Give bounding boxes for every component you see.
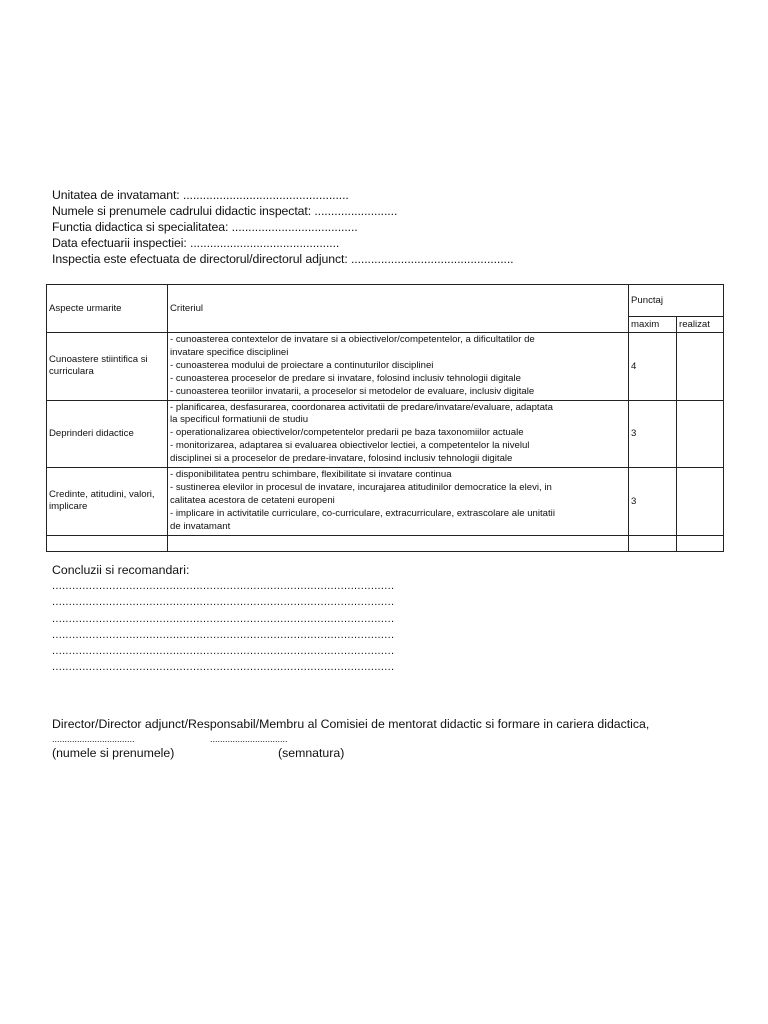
criteria-line: - cunoasterea teoriilor invatarii, a proceselor si metodelor de evaluare, inclusiv digitale bbox=[170, 385, 535, 397]
signature-section bbox=[52, 716, 742, 762]
name-dots[interactable]: ................................. bbox=[52, 734, 135, 744]
header-criteria: Criteriul bbox=[168, 285, 629, 333]
criteria-line: - monitorizarea, adaptarea si evaluarea obiectivelor lectiei, a competentelor la nivelul bbox=[170, 440, 530, 452]
table-row bbox=[47, 468, 724, 536]
criteria-cell bbox=[168, 468, 629, 536]
criteria-line: la specificul formatiunii de studiu bbox=[170, 414, 309, 426]
criteria-line: - sustinerea elevilor in procesul de invatare, incurajarea atitudinilor democratice la elevi, in bbox=[170, 481, 552, 493]
empty-cell bbox=[47, 535, 168, 551]
inspection-date-field: Data efectuarii inspectiei: ............................................. bbox=[52, 236, 340, 250]
max-points-cell: 4 bbox=[629, 333, 677, 401]
position-specialty-field: Functia didactica si specialitatea: ...................................... bbox=[52, 220, 358, 234]
criteria-line: - implicare in activitatile curriculare, co-curriculare, extracurriculare, extrascolare ale unitatii bbox=[170, 507, 555, 519]
conclusions-line[interactable]: ...................................................................................................... bbox=[52, 645, 395, 658]
header-points: Punctaj bbox=[629, 285, 724, 317]
conclusions-line[interactable]: ...................................................................................................... bbox=[52, 612, 395, 625]
inspection-header-fields bbox=[52, 187, 732, 267]
table-row bbox=[47, 333, 724, 401]
criteria-line: - cunoasterea proceselor de predare si invatare, folosind inclusiv tehnologii digitale bbox=[170, 372, 521, 384]
max-points-cell: 3 bbox=[629, 468, 677, 536]
max-points-cell: 3 bbox=[629, 400, 677, 468]
signatory-role: Director/Director adjunct/Responsabil/Membru al Comisiei de mentorat didactic si formare in cariera didactica, bbox=[52, 717, 650, 731]
conclusions-line[interactable]: ...................................................................................................... bbox=[52, 628, 395, 641]
criteria-cell bbox=[168, 400, 629, 468]
aspect-cell: Cunoastere stiintifica si curriculara bbox=[47, 333, 168, 401]
criteria-line: invatare specifice disciplinei bbox=[170, 346, 289, 358]
empty-cell bbox=[168, 535, 629, 551]
conclusions-line[interactable]: ...................................................................................................... bbox=[52, 661, 395, 674]
conclusions-line[interactable]: ...................................................................................................... bbox=[52, 596, 395, 609]
signature-labels-row bbox=[52, 746, 742, 762]
criteria-cell bbox=[168, 333, 629, 401]
school-unit-field: Unitatea de invatamant: .................................................. bbox=[52, 188, 349, 202]
achieved-points-cell[interactable] bbox=[677, 400, 724, 468]
achieved-points-cell[interactable] bbox=[677, 333, 724, 401]
signature-dots-row bbox=[52, 732, 742, 746]
criteria-line: - cunoasterea contextelor de invatare si a obiectivelor/competentelor, a dificultatilor de bbox=[170, 334, 535, 345]
teacher-name-field: Numele si prenumele cadrului didactic inspectat: ......................... bbox=[52, 204, 398, 218]
conclusions-section bbox=[52, 562, 472, 676]
table-header-row bbox=[47, 285, 724, 317]
header-aspect: Aspecte urmarite bbox=[47, 285, 168, 333]
sign-dots[interactable]: ............................... bbox=[210, 734, 288, 744]
criteria-line: de invatamant bbox=[170, 520, 231, 532]
sign-label: (semnatura) bbox=[278, 746, 345, 760]
criteria-line: - planificarea, desfasurarea, coordonarea activitatii de predare/invatare/evaluare, adaptata bbox=[170, 401, 553, 413]
empty-cell bbox=[629, 535, 677, 551]
criteria-line: - disponibilitatea pentru schimbare, flexibilitate si invatare continua bbox=[170, 469, 452, 481]
achieved-points-cell[interactable] bbox=[677, 468, 724, 536]
header-max: maxim bbox=[629, 317, 677, 333]
evaluation-table bbox=[46, 284, 724, 552]
conclusions-title: Concluzii si recomandari: bbox=[52, 563, 190, 577]
conclusions-line[interactable]: ...................................................................................................... bbox=[52, 580, 395, 592]
table-total-row bbox=[47, 535, 724, 551]
aspect-cell: Deprinderi didactice bbox=[47, 400, 168, 468]
empty-cell[interactable] bbox=[677, 535, 724, 551]
inspector-field: Inspectia este efectuata de directorul/directorul adjunct: ................................................. bbox=[52, 252, 514, 266]
criteria-line: - cunoasterea modului de proiectare a continuturilor disciplinei bbox=[170, 359, 434, 371]
aspect-cell: Credinte, atitudini, valori, implicare bbox=[47, 468, 168, 536]
criteria-line: - operationalizarea obiectivelor/competentelor predarii pe baza taxonomiilor actuale bbox=[170, 427, 524, 439]
table-row bbox=[47, 400, 724, 468]
header-achieved: realizat bbox=[677, 317, 724, 333]
criteria-line: calitatea acestora de cetateni europeni bbox=[170, 494, 335, 506]
name-label: (numele si prenumele) bbox=[52, 746, 175, 760]
criteria-line: disciplinei si a proceselor de predare-invatare, folosind inclusiv tehnologii digitale bbox=[170, 453, 513, 465]
